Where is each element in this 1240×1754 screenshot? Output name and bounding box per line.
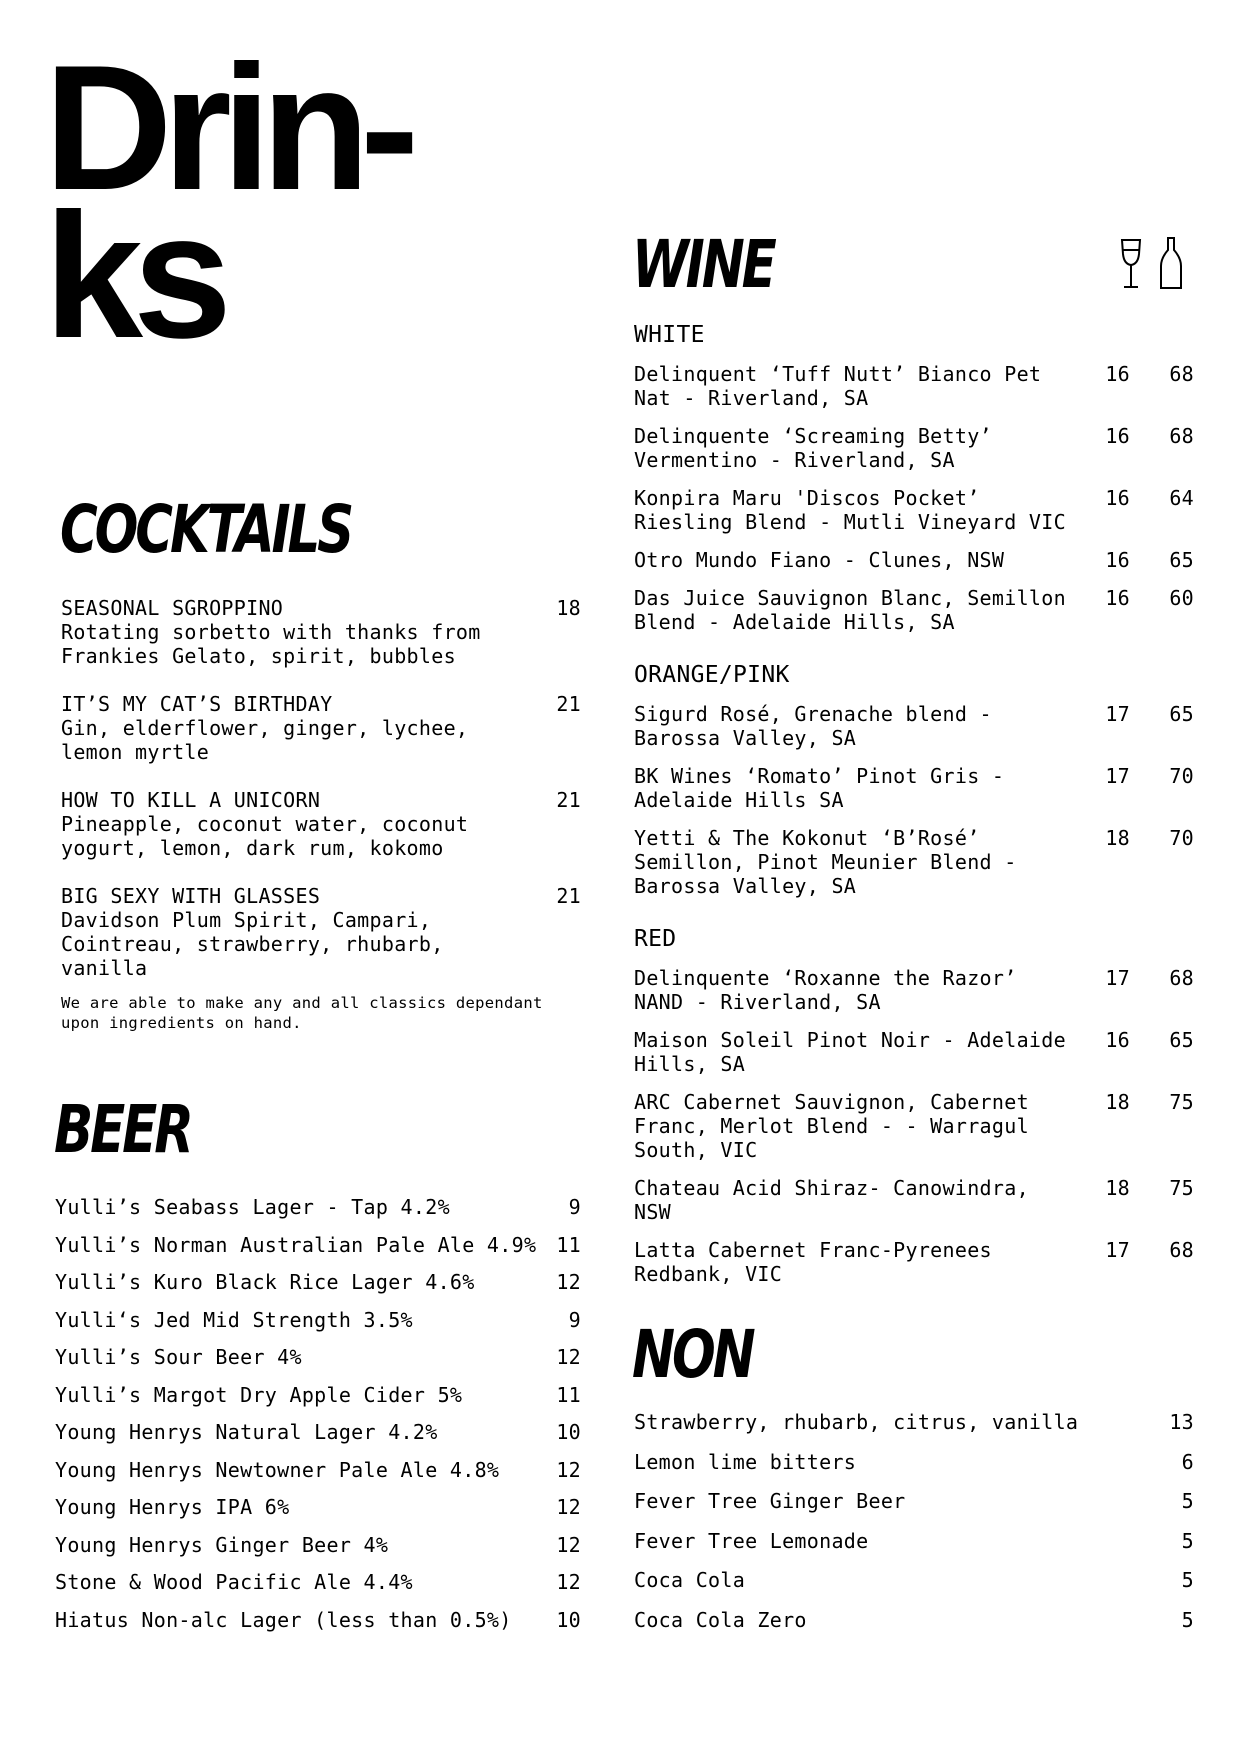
cocktail-description: Davidson Plum Spirit, Campari, Cointreau, strawberry, rhubarb, vanilla [61,908,444,980]
wine-item [634,826,1194,898]
page-title-line-2: ks [44,176,222,375]
beer-name: Young Henrys Newtowner Pale Ale 4.8% [55,1457,500,1482]
beer-price: 11 [556,1232,581,1257]
wine-item [634,1028,1194,1076]
cocktails-list [61,596,581,1004]
cocktail-description: Pineapple, coconut water, coconut yogurt, lemon, dark rum, kokomo [61,812,469,860]
non-name: Strawberry, rhubarb, citrus, vanilla [634,1410,1079,1434]
non-item [634,1608,1194,1648]
wine-name: Delinquente ‘Roxanne the Razor’ NAND - Riverland, SA [634,966,1017,1014]
wine-item [634,1238,1194,1286]
non-name: Fever Tree Lemonade [634,1528,869,1553]
wine-glass-price: 16 [1105,486,1130,510]
wine-glass-price: 17 [1105,764,1130,788]
cocktails-note: We are able to make any and all classics dependant upon ingredients on hand. [61,994,543,1032]
beer-name: Yulli’s Margot Dry Apple Cider 5% [55,1382,463,1407]
non-price: 5 [1181,1607,1194,1632]
wine-glass-price: 16 [1105,424,1130,448]
beer-item [55,1308,581,1346]
wine-name: Yetti & The Kokonut ‘B’Rosé’ Semillon, Pinot Meunier Blend - Barossa Valley, SA [634,826,1017,898]
wine-bottle-price: 75 [1169,1090,1194,1114]
beer-item [55,1420,581,1458]
wine-item [634,1090,1194,1162]
wine-glass-price: 18 [1105,1090,1130,1114]
wine-name: Delinquent ‘Tuff Nutt’ Bianco Pet Nat - Riverland, SA [634,362,1042,410]
non-item [634,1410,1194,1450]
non-name: Lemon lime bitters [634,1449,857,1474]
non-item [634,1529,1194,1569]
non-price: 5 [1181,1528,1194,1553]
wine-glass-price: 16 [1105,548,1130,572]
non-price: 5 [1181,1489,1194,1513]
wine-glass-price: 16 [1105,362,1130,386]
beer-price: 9 [568,1307,581,1332]
cocktail-item [61,884,581,980]
beer-item [55,1270,581,1308]
wine-glass-price: 17 [1105,966,1130,990]
beer-price: 12 [556,1270,581,1294]
wine-group-label: RED [634,926,677,952]
beer-heading: BEER [54,1091,191,1168]
cocktail-name: IT’S MY CAT’S BIRTHDAY [61,692,333,716]
non-name: Coca Cola [634,1568,746,1592]
wine-name: ARC Cabernet Sauvignon, Cabernet Franc, Merlot Blend - - Warragul South, VIC [634,1090,1029,1162]
wine-glass-price: 16 [1105,586,1130,610]
non-price: 13 [1169,1410,1194,1434]
beer-item [55,1345,581,1383]
beer-name: Yulli’s Sour Beer 4% [55,1345,302,1369]
wine-name: Maison Soleil Pinot Noir - Adelaide Hills, SA [634,1028,1066,1076]
beer-price: 10 [556,1420,581,1444]
beer-name: Young Henrys IPA 6% [55,1495,290,1519]
wine-bottle-price: 68 [1169,1238,1194,1262]
beer-name: Yulli‘s Jed Mid Strength 3.5% [55,1307,413,1332]
wine-group-white [634,320,1194,634]
wine-glass-price: 17 [1105,702,1130,726]
beer-name: Young Henrys Ginger Beer 4% [55,1532,389,1557]
beer-item [55,1195,581,1233]
cocktail-price: 18 [556,596,581,620]
beer-name: Yulli’s Kuro Black Rice Lager 4.6% [55,1270,475,1294]
wine-glass-icon [1122,240,1140,287]
wine-bottle-price: 68 [1169,424,1194,448]
beer-price: 12 [556,1495,581,1519]
wine-item [634,548,1194,572]
wine-bottle-price: 65 [1169,1028,1194,1052]
beer-item [55,1383,581,1421]
cocktail-price: 21 [556,788,581,812]
beer-item [55,1458,581,1496]
wine-name: Sigurd Rosé, Grenache blend - Barossa Valley, SA [634,702,992,750]
wine-price-icons [1118,236,1198,300]
wine-glass-price: 17 [1105,1238,1130,1262]
beer-price: 12 [556,1532,581,1557]
wine-item [634,486,1194,534]
beer-name: Yulli’s Norman Australian Pale Ale 4.9% [55,1232,537,1257]
wine-item [634,966,1194,1014]
beer-price: 11 [556,1382,581,1407]
cocktail-description: Rotating sorbetto with thanks from Frankies Gelato, spirit, bubbles [61,620,481,668]
wine-bottle-price: 70 [1169,764,1194,788]
beer-item [55,1570,581,1608]
wine-bottle-price: 75 [1169,1176,1194,1200]
wine-group-red [634,924,1194,1286]
wine-bottle-price: 68 [1169,362,1194,386]
cocktail-price: 21 [556,692,581,716]
wine-bottle-price: 64 [1169,486,1194,510]
non-alcoholic-list [634,1410,1194,1647]
wine-icons-svg [1118,236,1198,296]
cocktail-item [61,692,581,764]
beer-name: Yulli’s Seabass Lager - Tap 4.2% [55,1195,450,1219]
beer-price: 10 [556,1607,581,1632]
non-name: Coca Cola Zero [634,1607,807,1632]
wine-name: Konpira Maru 'Discos Pocket’ Riesling Blend - Mutli Vineyard VIC [634,486,1066,534]
wine-heading: WINE [632,226,774,303]
page-title-line-1: Drin- [44,28,410,227]
beer-price: 12 [556,1570,581,1594]
wine-bottle-price: 65 [1169,702,1194,726]
cocktail-price: 21 [556,884,581,908]
cocktail-name: HOW TO KILL A UNICORN [61,788,321,812]
wine-item [634,362,1194,410]
cocktail-name: SEASONAL SGROPPINO [61,596,284,620]
non-heading: NON [632,1316,753,1393]
beer-item [55,1533,581,1571]
wine-list [634,320,1194,1312]
wine-name: Latta Cabernet Franc-Pyrenees Redbank, VIC [634,1238,992,1286]
beer-list [55,1195,581,1645]
wine-glass-price: 16 [1105,1028,1130,1052]
non-price: 6 [1181,1449,1194,1474]
cocktail-item [61,596,581,668]
cocktails-heading: COCKTAILS [60,491,352,568]
wine-bottle-price: 70 [1169,826,1194,850]
wine-bottle-icon [1161,238,1181,288]
wine-item [634,764,1194,812]
non-price: 5 [1181,1568,1194,1592]
wine-item [634,1176,1194,1224]
cocktail-item [61,788,581,860]
wine-bottle-price: 68 [1169,966,1194,990]
beer-name: Hiatus Non-alc Lager (less than 0.5%) [55,1607,512,1632]
non-item [634,1568,1194,1608]
wine-name: Chateau Acid Shiraz- Canowindra, NSW [634,1176,1029,1224]
wine-name: Delinquente ‘Screaming Betty’ Vermentino - Riverland, SA [634,424,992,472]
non-item [634,1450,1194,1490]
wine-item [634,586,1194,634]
beer-price: 12 [556,1457,581,1482]
wine-name: Das Juice Sauvignon Blanc, Semillon Blend - Adelaide Hills, SA [634,586,1066,634]
wine-bottle-price: 65 [1169,548,1194,572]
wine-item [634,702,1194,750]
wine-glass-price: 18 [1105,1176,1130,1200]
beer-item [55,1233,581,1271]
wine-name: Otro Mundo Fiano - Clunes, NSW [634,548,1005,572]
wine-group-label: WHITE [634,322,705,348]
cocktail-description: Gin, elderflower, ginger, lychee, lemon myrtle [61,716,469,764]
beer-name: Young Henrys Natural Lager 4.2% [55,1420,438,1444]
wine-name: BK Wines ‘Romato’ Pinot Gris - Adelaide Hills SA [634,764,1005,812]
beer-price: 9 [568,1195,581,1219]
wine-item [634,424,1194,472]
beer-item [55,1608,581,1646]
wine-glass-price: 18 [1105,826,1130,850]
cocktail-name: BIG SEXY WITH GLASSES [61,884,321,908]
non-name: Fever Tree Ginger Beer [634,1489,906,1513]
beer-price: 12 [556,1345,581,1369]
beer-item [55,1495,581,1533]
wine-bottle-price: 60 [1169,586,1194,610]
non-item [634,1489,1194,1529]
wine-group-orange-pink [634,660,1194,898]
page-title [44,28,410,375]
wine-group-label: ORANGE/PINK [634,662,790,688]
beer-name: Stone & Wood Pacific Ale 4.4% [55,1570,413,1594]
